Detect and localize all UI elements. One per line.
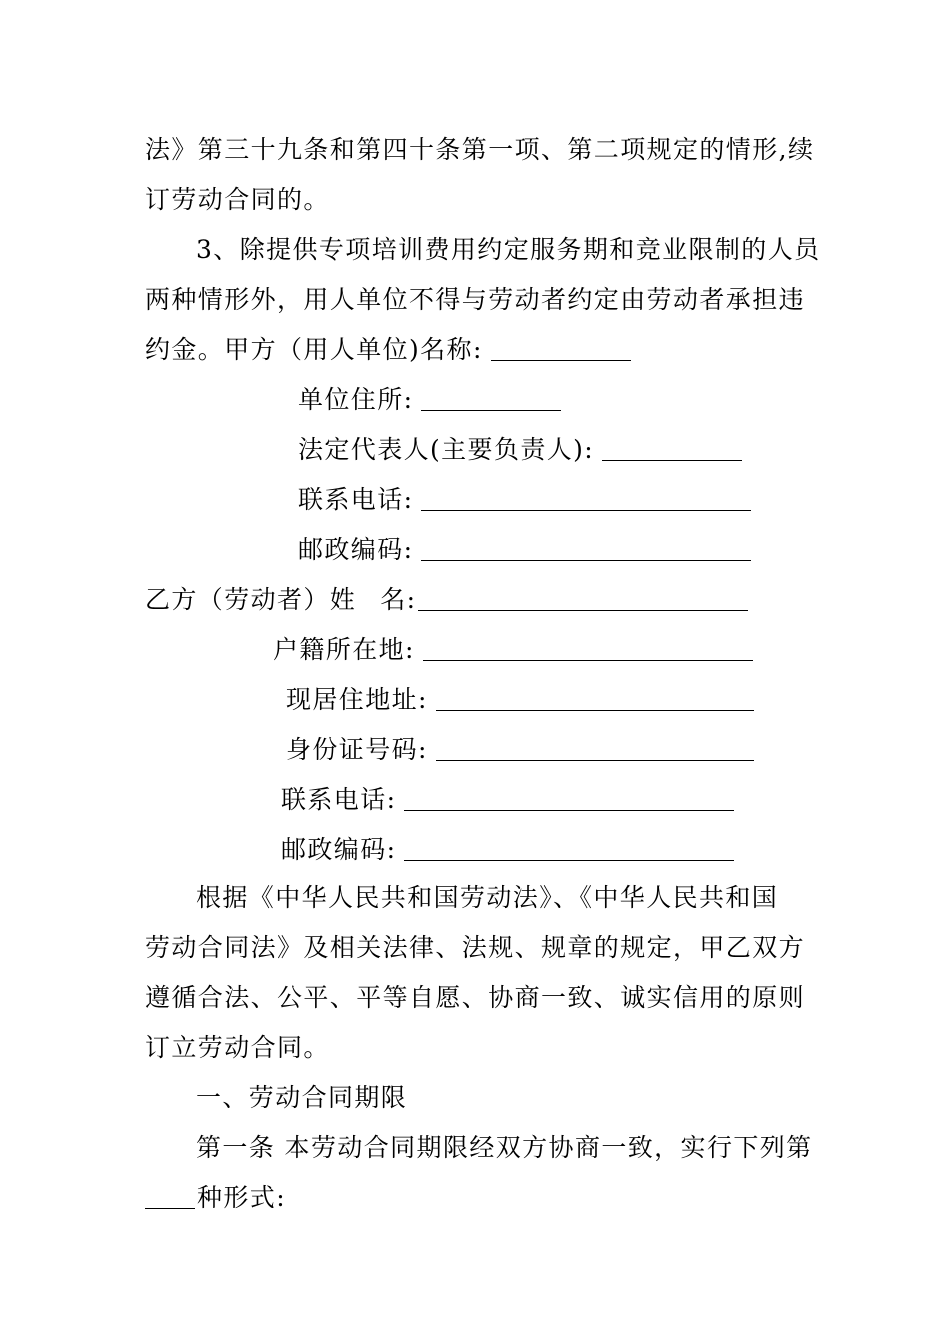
party-a-postcode-row: [298, 530, 751, 570]
party-b-postcode-row: [281, 830, 734, 870]
party-b-address-label: 现居住地址:: [286, 685, 428, 714]
party-b-name-row: [145, 580, 748, 620]
party-b-phone-field[interactable]: [404, 784, 734, 811]
party-a-legal-rep-row: [298, 430, 742, 470]
party-b-name-label-suffix: 名:: [380, 585, 417, 614]
party-b-address-row: [286, 680, 754, 720]
party-b-phone-row: [281, 780, 734, 820]
party-b-household-row: [273, 630, 753, 670]
party-b-address-field[interactable]: [436, 684, 754, 711]
party-a-address-row: [298, 380, 561, 420]
para-2-line-1: 3、除提供专项培训费用约定服务期和竞业限制的人员: [196, 235, 821, 264]
para-1-line-1: 法》第三十九条和第四十条第一项、第二项规定的情形,续: [145, 135, 815, 164]
party-a-name-label: 约金。甲方（用人单位)名称:: [145, 335, 483, 364]
basis-para-line-3: 遵循合法、公平、平等自愿、协商一致、诚实信用的原则: [145, 983, 806, 1012]
party-b-id-field[interactable]: [436, 734, 754, 761]
para-2-line-2: 两种情形外，用人单位不得与劳动者约定由劳动者承担违: [145, 285, 806, 314]
party-a-legal-rep-label: 法定代表人(主要负责人):: [298, 435, 595, 464]
party-b-id-row: [286, 730, 754, 770]
party-b-name-label-prefix: 乙方（劳动者）姓: [145, 585, 357, 614]
basis-para-line-2: 劳动合同法》及相关法律、法规、规章的规定，甲乙双方: [145, 933, 806, 962]
party-a-postcode-label: 邮政编码:: [298, 535, 414, 564]
section-1-heading: 一、劳动合同期限: [196, 1083, 408, 1112]
party-b-name-field[interactable]: [418, 584, 748, 611]
party-a-name-row: [145, 330, 631, 370]
party-a-name-field[interactable]: [491, 334, 631, 361]
article-1-line-1: 第一条 本劳动合同期限经双方协商一致，实行下列第: [196, 1133, 813, 1162]
party-b-household-field[interactable]: [423, 634, 753, 661]
article-1-line-2: 种形式:: [197, 1183, 287, 1212]
party-b-postcode-field[interactable]: [404, 834, 734, 861]
article-1-line-2-row: [145, 1178, 286, 1218]
para-1-line-2: 订劳动合同的。: [145, 185, 330, 214]
party-a-phone-row: [298, 480, 751, 520]
party-a-phone-field[interactable]: [421, 484, 751, 511]
party-a-postcode-field[interactable]: [421, 534, 751, 561]
party-a-phone-label: 联系电话:: [298, 485, 414, 514]
basis-para-line-4: 订立劳动合同。: [145, 1033, 330, 1062]
party-b-id-label: 身份证号码:: [286, 735, 428, 764]
party-a-address-label: 单位住所:: [298, 385, 414, 414]
article-1-form-field[interactable]: [145, 1182, 195, 1209]
basis-para-line-1: 根据《中华人民共和国劳动法》、《中华人民共和国: [196, 883, 779, 912]
party-b-household-label: 户籍所在地:: [273, 635, 415, 664]
party-a-address-field[interactable]: [421, 384, 561, 411]
party-b-phone-label: 联系电话:: [281, 785, 397, 814]
party-a-legal-rep-field[interactable]: [602, 434, 742, 461]
party-b-postcode-label: 邮政编码:: [281, 835, 397, 864]
